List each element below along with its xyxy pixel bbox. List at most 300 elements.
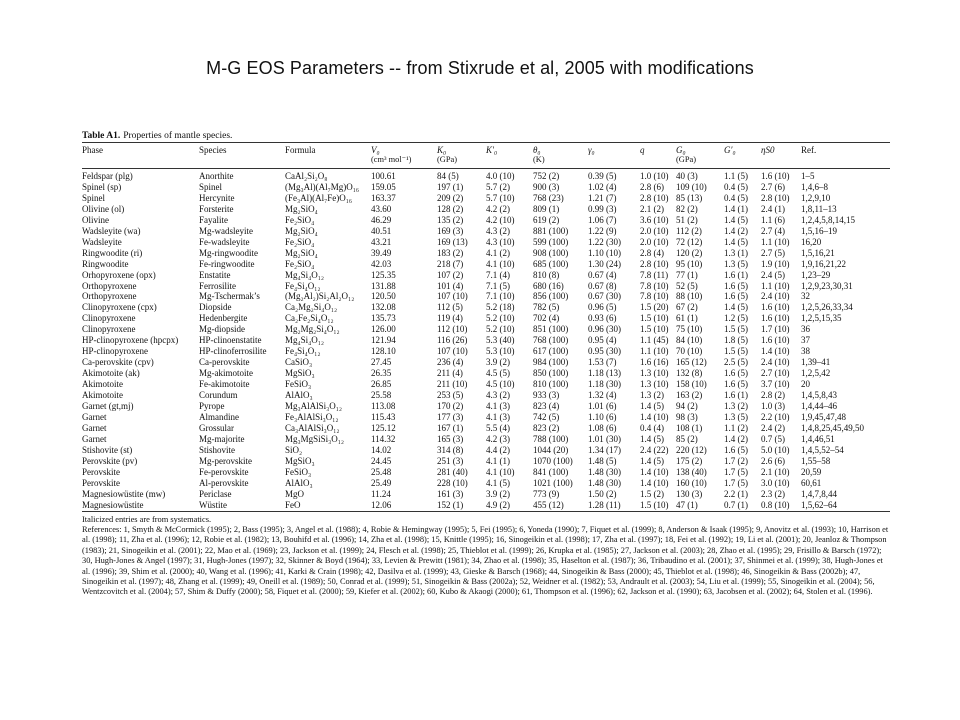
table-cell: 1,5,62–64 [801,499,837,510]
table-cell: Perovskite [82,466,120,477]
table-cell: 1.5 (10) [640,313,669,324]
table-cell: 2.4 (2) [761,422,785,433]
table-cell: 1.02 (4) [588,181,617,192]
table-cell: 115.43 [371,411,396,422]
table-cell: 810 (8) [533,269,560,280]
table-cell: 0.95 (4) [588,335,617,346]
table-cell: 112 (5) [437,302,463,313]
table-figure [82,130,890,598]
table-cell: 1.4 (10) [761,346,790,357]
table-cell: Mg-akimotoite [199,368,253,379]
table-row [82,412,890,423]
table-cell: 131.88 [371,280,396,291]
table-cell: 116 (26) [437,335,468,346]
table-cell: 107 (10) [437,291,468,302]
table-cell: 455 (12) [533,499,564,510]
table-cell: 128 (2) [437,203,464,214]
column-header-label: K′₀ [486,145,498,155]
table-row [82,500,890,511]
table-cell: 1.3 (5) [724,258,748,269]
table-cell: 1.06 (7) [588,214,617,225]
column-header [801,143,890,169]
table-cell: 1,9,45,47,48 [801,411,846,422]
table-cell: Wüstite [199,499,227,510]
table-cell: 809 (1) [533,203,560,214]
table-cell: 1.01 (6) [588,401,617,412]
table-cell: HP-clinopyroxene [82,346,148,357]
table-cell: 2.8 (10) [640,258,669,269]
table-cell: 5.7 (2) [486,181,510,192]
table-cell: Fe₂SiO₄ [285,258,315,269]
table-cell: Pyrope [199,401,225,412]
table-cell: Ca₂Mg₂Si₄O₁₂ [285,302,338,313]
table-cell: 0.4 (4) [640,422,664,433]
table-cell: Orhopyroxene (opx) [82,269,156,280]
table-cell: Corundum [199,390,238,401]
table-cell: 101 (4) [437,280,464,291]
table-cell: 11.24 [371,488,391,499]
table-row [82,302,890,313]
table-cell: HP-clinoferrosilite [199,346,267,357]
table-cell: 4.9 (2) [486,499,510,510]
table-cell: AlAlO₃ [285,477,313,488]
table-cell: 1.18 (30) [588,379,621,390]
table-cell: 1.0 (3) [761,401,785,412]
table-row [82,456,890,467]
table-cell: 2.4 (5) [761,269,785,280]
table-cell: 2.8 (4) [640,247,664,258]
table-cell: 2.7 (5) [761,247,785,258]
table-cell: 120.50 [371,291,396,302]
table-cell: 135 (2) [437,214,464,225]
table-cell: 1.0 (10) [640,171,669,181]
table-cell: 2.6 (6) [761,455,785,466]
table-row [82,368,890,379]
table-cell: (Mg₂Al₂)Si₂Al₂O₁₂ [285,291,355,302]
table-cell: 1.21 (7) [588,192,617,203]
table-cell: 125.35 [371,269,396,280]
table-cell: Mg-majorite [199,433,245,444]
table-cell: 14.02 [371,444,392,455]
table-cell: Garnet [82,411,107,422]
table-cell: 1.3 (10) [640,368,669,379]
table-cell: 1,9,16,21,22 [801,258,846,269]
table-cell: 158 (10) [676,379,707,390]
table-cell: 119 (4) [437,313,463,324]
table-cell: Fayalite [199,214,228,225]
table-cell: 7.1 (4) [486,269,510,280]
table-cell: 984 (100) [533,357,569,368]
table-cell: Hercynite [199,192,235,203]
table-cell: Orthopyroxene [82,280,137,291]
table-cell: 752 (2) [533,171,560,181]
table-cell: 26.85 [371,379,392,390]
table-cell: Ca-perovskite (cpv) [82,357,154,368]
table-cell: Perovskite [82,477,120,488]
table-cell: 768 (100) [533,335,569,346]
table-cell: 680 (16) [533,280,564,291]
table-cell: 1.4 (5) [640,433,664,444]
column-header [82,143,199,169]
table-cell: 1,2,9,23,30,31 [801,280,853,291]
table-cell: 1.6 (5) [724,291,748,302]
table-cell: 3.9 (2) [486,357,510,368]
table-cell: 114.32 [371,433,396,444]
table-cell: 37 [801,335,810,346]
table-cell: 27.45 [371,357,392,368]
table-cell: 1.6 (1) [724,390,748,401]
column-header [437,143,486,169]
table-cell: 1.3 (2) [640,390,664,401]
table-cell: 1.48 (30) [588,466,621,477]
table-cell: 2.8 (10) [640,192,669,203]
column-header [285,143,371,169]
table-cell: 1.48 (30) [588,477,621,488]
table-cell: 1.48 (5) [588,455,617,466]
table-cell: 1,4,5,52–54 [801,444,844,455]
column-header-label: ηS0 [761,145,775,155]
table-cell: 0.39 (5) [588,171,617,181]
table-cell: 2.1 (10) [761,466,790,477]
table-cell: 40 (3) [676,171,698,181]
table-row [82,291,890,302]
table-row [82,193,890,204]
table-cell: 77 (1) [676,269,698,280]
table-cell: 1.5 (20) [640,302,669,313]
table-cell: Almandine [199,411,239,422]
table-cell: 1070 (100) [533,455,573,466]
table-cell: 2.5 (5) [724,357,748,368]
table-cell: 1.1 (10) [761,280,790,291]
table-cell: 4.3 (10) [486,236,515,247]
table-cell: SiO₂ [285,444,303,455]
table-cell: 113.08 [371,401,396,412]
table-cell: 5.3 (10) [486,346,515,357]
table-cell: HP-clinoenstatite [199,335,262,346]
table-cell: 52 (5) [676,280,698,291]
table-cell: 159.05 [371,181,396,192]
column-header [486,143,533,169]
table-cell: 1.1 (10) [761,236,790,247]
table-cell: 4.0 (10) [486,171,515,181]
table-cell: 47 (1) [676,499,698,510]
table-body [82,169,890,512]
table-cell: 1.7 (2) [724,455,748,466]
table-cell: 125.12 [371,422,396,433]
table-cell: 1.4 (2) [724,225,748,236]
table-cell: Anorthite [199,171,234,181]
table-row [82,379,890,390]
table-cell: 841 (100) [533,466,569,477]
table-cell: 2.4 (22) [640,444,669,455]
table-cell: 281 (40) [437,466,468,477]
table-cell: 908 (100) [533,247,569,258]
table-cell: 1.6 (10) [761,335,790,346]
table-cell: 1.9 (10) [761,258,790,269]
table-cell: 617 (100) [533,346,569,357]
table-cell: 112 (2) [676,225,702,236]
table-cell: Olivine (ol) [82,203,125,214]
column-header [724,143,761,169]
table-notes [82,515,890,598]
table-cell: 2.7 (6) [761,181,785,192]
table-cell: Fe₄Si₄O₁₂ [285,346,321,357]
table-cell: Spinel (sp) [82,181,122,192]
table-cell: 1.3 (5) [724,411,748,422]
table-cell: 95 (10) [676,258,703,269]
table-cell: 112 (10) [437,324,468,335]
table-cell: Mg-perovskite [199,455,252,466]
table-cell: 218 (7) [437,258,464,269]
table-cell: 2.4 (10) [761,291,790,302]
table-cell: 132.08 [371,302,396,313]
table-cell: 619 (2) [533,214,560,225]
table-cell: 1.4 (1) [724,203,748,214]
table-cell: Ca-perovskite [199,357,250,368]
table-cell: 2.4 (1) [761,203,785,214]
table-cell: 1,4,44–46 [801,401,837,412]
table-cell: Mg₂SiO₄ [285,203,318,214]
table-cell: 4.1 (10) [486,258,515,269]
table-cell: Enstatite [199,269,231,280]
table-row [82,169,890,182]
table-cell: Clinopyroxene [82,313,136,324]
table-cell: Grossular [199,422,234,433]
table-cell: 1.1 (2) [724,422,748,433]
table-cell: 1.4 (2) [724,433,748,444]
table-cell: Clinopyroxene (cpx) [82,302,157,313]
table-cell: 1,5,16,21 [801,247,835,258]
table-cell: 1.4 (5) [724,302,748,313]
table-cell: Clinopyroxene [82,324,136,335]
table-cell: 4.1 (5) [486,477,510,488]
table-cell: 121.94 [371,335,396,346]
table-cell: 4.4 (2) [486,444,510,455]
table-cell: AlAlO₃ [285,390,313,401]
table-cell: 1–5 [801,171,815,181]
table-cell: (Mg₃Al)(Al₇Mg)O₁₆ [285,181,360,192]
table-cell: 1.4 (5) [724,214,748,225]
table-cell: Ca₂Fe₂Si₄O₁₂ [285,313,334,324]
table-cell: 5.0 (10) [761,444,790,455]
column-header-unit: (K) [533,155,545,164]
table-cell: Mg₄Si₄O₁₂ [285,269,325,280]
column-header [761,143,801,169]
table-cell: Fe-wadsleyite [199,236,250,247]
table-cell: 70 (10) [676,346,703,357]
table-cell: 1,2,4,5,8,14,15 [801,214,855,225]
table-cell: 768 (23) [533,192,564,203]
table-cell: 1.28 (11) [588,499,621,510]
table-cell: 1,4,46,51 [801,433,835,444]
table-cell: Mg₂SiO₄ [285,225,318,236]
table-row [82,401,890,412]
slide-title: M-G EOS Parameters -- from Stixrude et al, 2005 with modifications [206,58,754,78]
table-cell: 0.67 (30) [588,291,621,302]
table-cell: 2.2 (10) [761,411,790,422]
table-cell: 1,39–41 [801,357,831,368]
table-cell: 100.61 [371,171,396,181]
table-cell: 4.1 (2) [486,247,510,258]
table-cell: 197 (1) [437,181,464,192]
table-cell: 138 (40) [676,466,707,477]
table-cell: 128.10 [371,346,396,357]
table-cell: 4.1 (3) [486,401,510,412]
table-cell: Forsterite [199,203,234,214]
table-cell: 4.1 (1) [486,455,510,466]
table-cell: Mg-wadsleyite [199,225,253,236]
table-cell: 1.5 (5) [724,324,748,335]
table-label: Table A1. [82,131,121,141]
table-cell: Akimotoite [82,379,123,390]
table-cell: 1.3 (2) [724,401,748,412]
table-cell: 0.4 (5) [724,181,748,192]
table-cell: Feldspar (plg) [82,171,133,181]
table-row [82,226,890,237]
table-cell: Mg₄Si₄O₁₂ [285,335,325,346]
column-header-label: G₀ [676,145,686,155]
table-cell: 5.2 (10) [486,324,515,335]
column-header-label: Phase [82,145,103,155]
table-cell: 2.0 (10) [640,225,669,236]
column-header [640,143,676,169]
table-row [82,335,890,346]
table-cell: 2.0 (10) [640,236,669,247]
table-cell: 1.3 (10) [640,379,669,390]
table-row [82,346,890,357]
table-cell: 685 (100) [533,258,569,269]
table-cell: 85 (2) [676,433,698,444]
table-cell: 16,20 [801,236,822,247]
table-cell: 167 (1) [437,422,464,433]
table-cell: 1.32 (4) [588,390,617,401]
table-row [82,313,890,324]
table-cell: 25.49 [371,477,392,488]
table-cell: Hedenbergite [199,313,248,324]
table-cell: 1.4 (10) [640,411,669,422]
table-cell: 1.6 (5) [724,368,748,379]
table-cell: 850 (100) [533,368,569,379]
table-cell: 5.3 (40) [486,335,515,346]
table-cell: 823 (2) [533,422,560,433]
table-cell: 0.4 (5) [724,192,748,203]
table-cell: Magnesiowüstite [82,499,144,510]
table-cell: 1.1 (10) [640,346,669,357]
table-cell: 1.6 (5) [724,379,748,390]
table-cell: 1,4,7,8,44 [801,488,837,499]
table-cell: 7.1 (10) [486,291,515,302]
table-cell: 107 (10) [437,346,468,357]
table-cell: 1.7 (5) [724,466,748,477]
table-cell: 0.99 (3) [588,203,617,214]
column-header-label: Formula [285,145,316,155]
table-cell: 61 (1) [676,313,698,324]
table-row [82,248,890,259]
table-cell: Ringwoodite [82,258,129,269]
table-cell: 177 (3) [437,411,464,422]
table-cell: 1.50 (2) [588,488,617,499]
table-cell: Mg₃AlAlSi₃O₁₂ [285,401,343,412]
table-cell: 1.2 (5) [724,313,748,324]
table-cell: 1.3 (1) [724,247,748,258]
table-cell: 43.60 [371,203,392,214]
table-cell: (Fe₃Al)(Al₇Fe)O₁₆ [285,192,353,203]
table-cell: 1,4,8,25,45,49,50 [801,422,864,433]
table-cell: 0.8 (10) [761,499,790,510]
table-cell: MgSiO₃ [285,368,315,379]
table-cell: Akimotoite [82,390,123,401]
table-cell: 0.67 (8) [588,280,617,291]
table-cell: 43.21 [371,236,392,247]
table-cell: 1.6 (10) [761,171,790,181]
table-cell: 7.8 (11) [640,269,669,280]
table-cell: 175 (2) [676,455,703,466]
table-cell: 211 (10) [437,379,468,390]
table-cell: 788 (100) [533,433,569,444]
table-cell: 4.2 (3) [486,433,510,444]
table-cell: 1.6 (16) [640,357,669,368]
table-cell: Mg-ringwoodite [199,247,258,258]
table-cell: 1,2,9,10 [801,192,831,203]
table-row [82,357,890,368]
table-cell: Mg-diopside [199,324,245,335]
table-cell: Spinel [82,192,106,203]
table-cell: 1.1 (45) [640,335,669,346]
table-cell: 126.00 [371,324,396,335]
table-cell: Mg₂Mg₂Si₄O₁₂ [285,324,340,335]
table-cell: 82 (2) [676,203,698,214]
table-cell: 4.3 (2) [486,390,510,401]
column-header [676,143,724,169]
table-cell: 2.1 (2) [640,203,664,214]
table-row [82,182,890,193]
table-cell: 1.6 (10) [761,302,790,313]
table-cell: 107 (2) [437,269,464,280]
table-cell: 38 [801,346,810,357]
table-cell: 856 (100) [533,291,569,302]
table-cell: FeSiO₃ [285,379,312,390]
table-cell: 1,2,5,26,33,34 [801,302,853,313]
table-cell: 1.5 (5) [724,346,748,357]
table-row [82,324,890,335]
table-cell: 1.5 (10) [640,324,669,335]
table-cell: 599 (100) [533,236,569,247]
table-cell: 773 (9) [533,488,560,499]
table-cell: 3.0 (10) [761,477,790,488]
table-cell: 1.6 (5) [724,280,748,291]
table-cell: 7.8 (10) [640,280,669,291]
table-cell: 51 (2) [676,214,698,225]
table-cell: 12.06 [371,499,392,510]
table-cell: 851 (100) [533,324,569,335]
table-cell: 3.6 (10) [640,214,669,225]
table-cell: 163 (2) [676,390,703,401]
column-header-unit: (GPa) [676,155,697,164]
table-cell: 1,8,11–13 [801,203,837,214]
table-row [82,204,890,215]
table-cell: 933 (3) [533,390,560,401]
table-cell: Ringwoodite (ri) [82,247,143,258]
table-cell: Akimotoite (ak) [82,368,140,379]
table-cell: 5.7 (10) [486,192,515,203]
table-cell: 32 [801,291,810,302]
table-cell: 2.3 (2) [761,488,785,499]
column-header [588,143,640,169]
table-cell: 7.8 (10) [640,291,669,302]
table-cell: 84 (10) [676,335,703,346]
table-cell: 1.6 (1) [724,269,748,280]
table-cell: 1.1 (6) [761,214,785,225]
